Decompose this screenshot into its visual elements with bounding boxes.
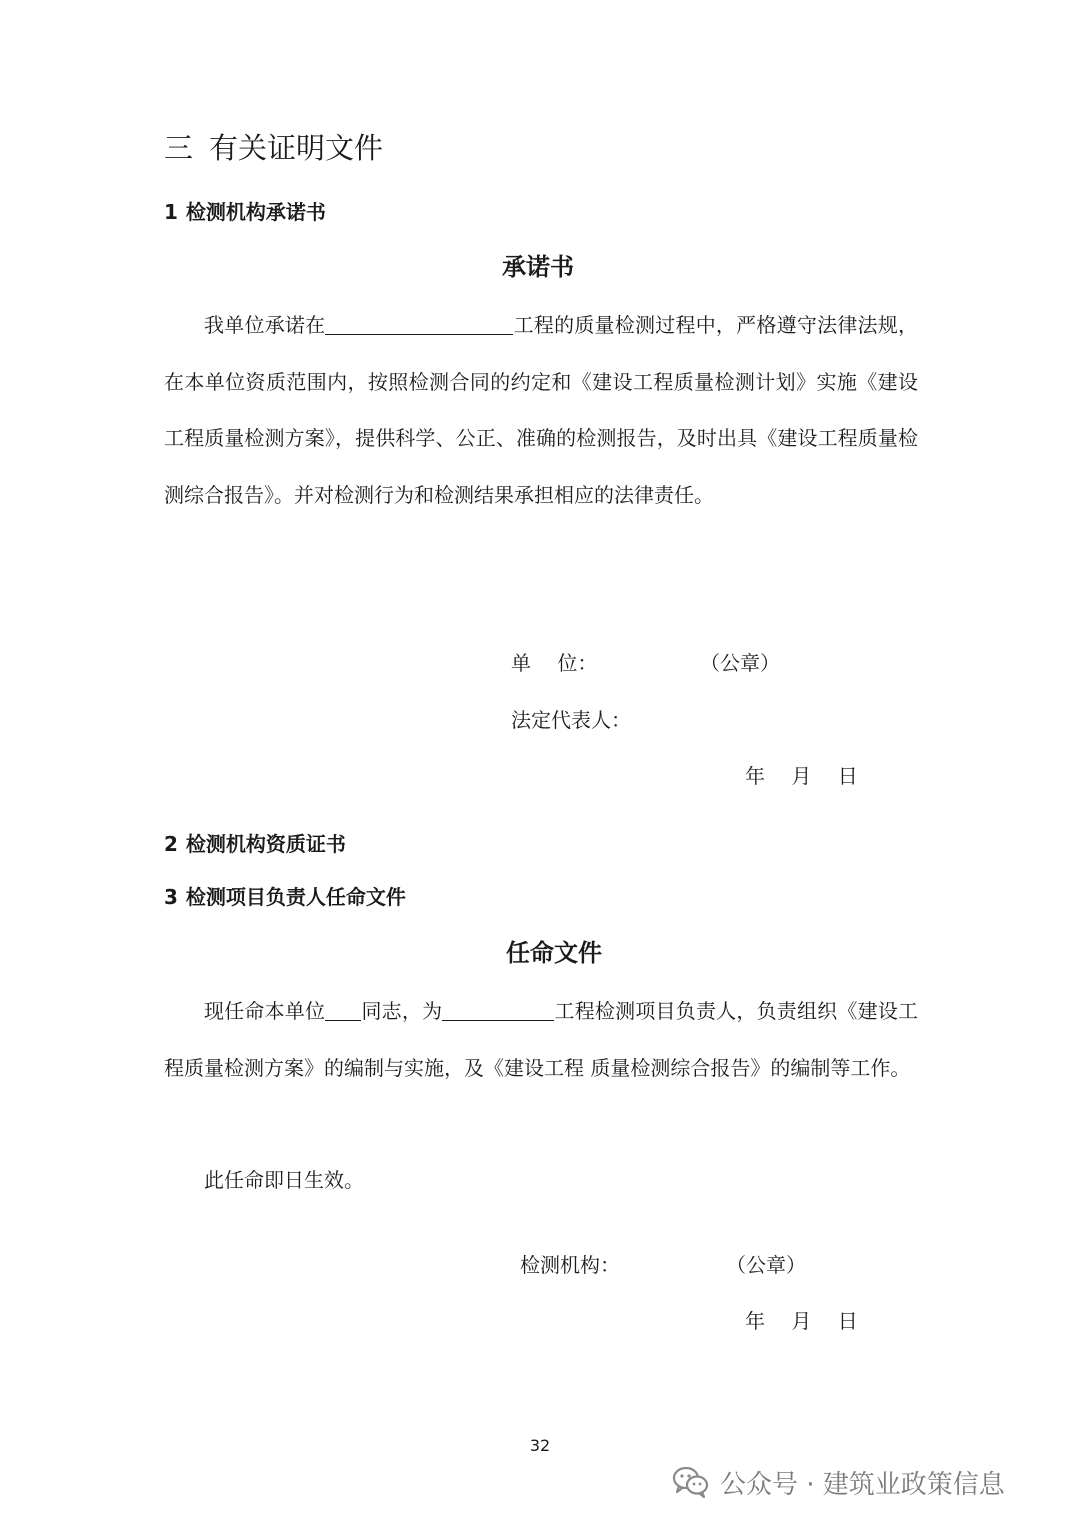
page-number: 32 bbox=[529, 1436, 551, 1455]
commitment-seal: （公章） bbox=[700, 651, 780, 675]
appointment-seal: （公章） bbox=[726, 1253, 806, 1277]
effective-line: 此任命即日生效。 bbox=[204, 1168, 364, 1192]
commitment-paragraph bbox=[164, 297, 918, 523]
item-3-number: 3 bbox=[164, 885, 178, 909]
appointment-text-3: 工程检测项目负责人，负责组织《建设工程质量检测方案》的编制与实施，及《建设工程 质量检测综合报告》的编制等工作。 bbox=[164, 999, 919, 1080]
wechat-icon bbox=[672, 1465, 710, 1499]
item-1-number: 1 bbox=[164, 200, 178, 224]
item-1-title: 检测机构承诺书 bbox=[185, 200, 326, 224]
appointment-text-2: 同志，为 bbox=[361, 999, 443, 1023]
item-1-heading bbox=[164, 198, 326, 226]
commitment-title: 承诺书 bbox=[502, 253, 574, 281]
commitment-date: 年 月 日 bbox=[745, 764, 858, 788]
person-name-blank bbox=[325, 998, 361, 1021]
item-2-title: 检测机构资质证书 bbox=[185, 832, 346, 856]
commitment-text-rest: 工程的质量检测过程中，严格遵守法律法规，在本单位资质范围内，按照检测合同的约定和《建设工程质量检测计划》实施《建设工程质量检测方案》，提供科学、公正、准确的检测报告，及时出具《建设工程质量检测综合报告》。并对检测行为和检测结果承担相应的法律责任。 bbox=[164, 313, 919, 507]
appointment-text-1: 现任命本单位 bbox=[204, 999, 326, 1023]
section-heading bbox=[164, 128, 383, 168]
appointment-title: 任命文件 bbox=[506, 939, 602, 967]
watermark-text: 公众号 · 建筑业政策信息 bbox=[720, 1469, 1005, 1500]
item-3-heading bbox=[164, 883, 406, 911]
item-3-title: 检测项目负责人任命文件 bbox=[185, 885, 406, 909]
legal-rep-label: 法定代表人： bbox=[511, 708, 631, 732]
appointment-date: 年 月 日 bbox=[745, 1309, 858, 1333]
section-title: 有关证明文件 bbox=[209, 131, 384, 165]
commitment-text-start: 我单位承诺在 bbox=[204, 313, 326, 337]
appointment-paragraph bbox=[164, 983, 918, 1096]
section-number: 三 bbox=[164, 131, 194, 165]
item-2-heading bbox=[164, 830, 346, 858]
watermark bbox=[672, 1462, 1005, 1502]
unit-label: 单 位： bbox=[511, 651, 598, 675]
org-label: 检测机构： bbox=[520, 1253, 620, 1277]
project-name-blank bbox=[325, 312, 513, 335]
project-name-blank-2 bbox=[442, 998, 554, 1021]
item-2-number: 2 bbox=[164, 832, 178, 856]
